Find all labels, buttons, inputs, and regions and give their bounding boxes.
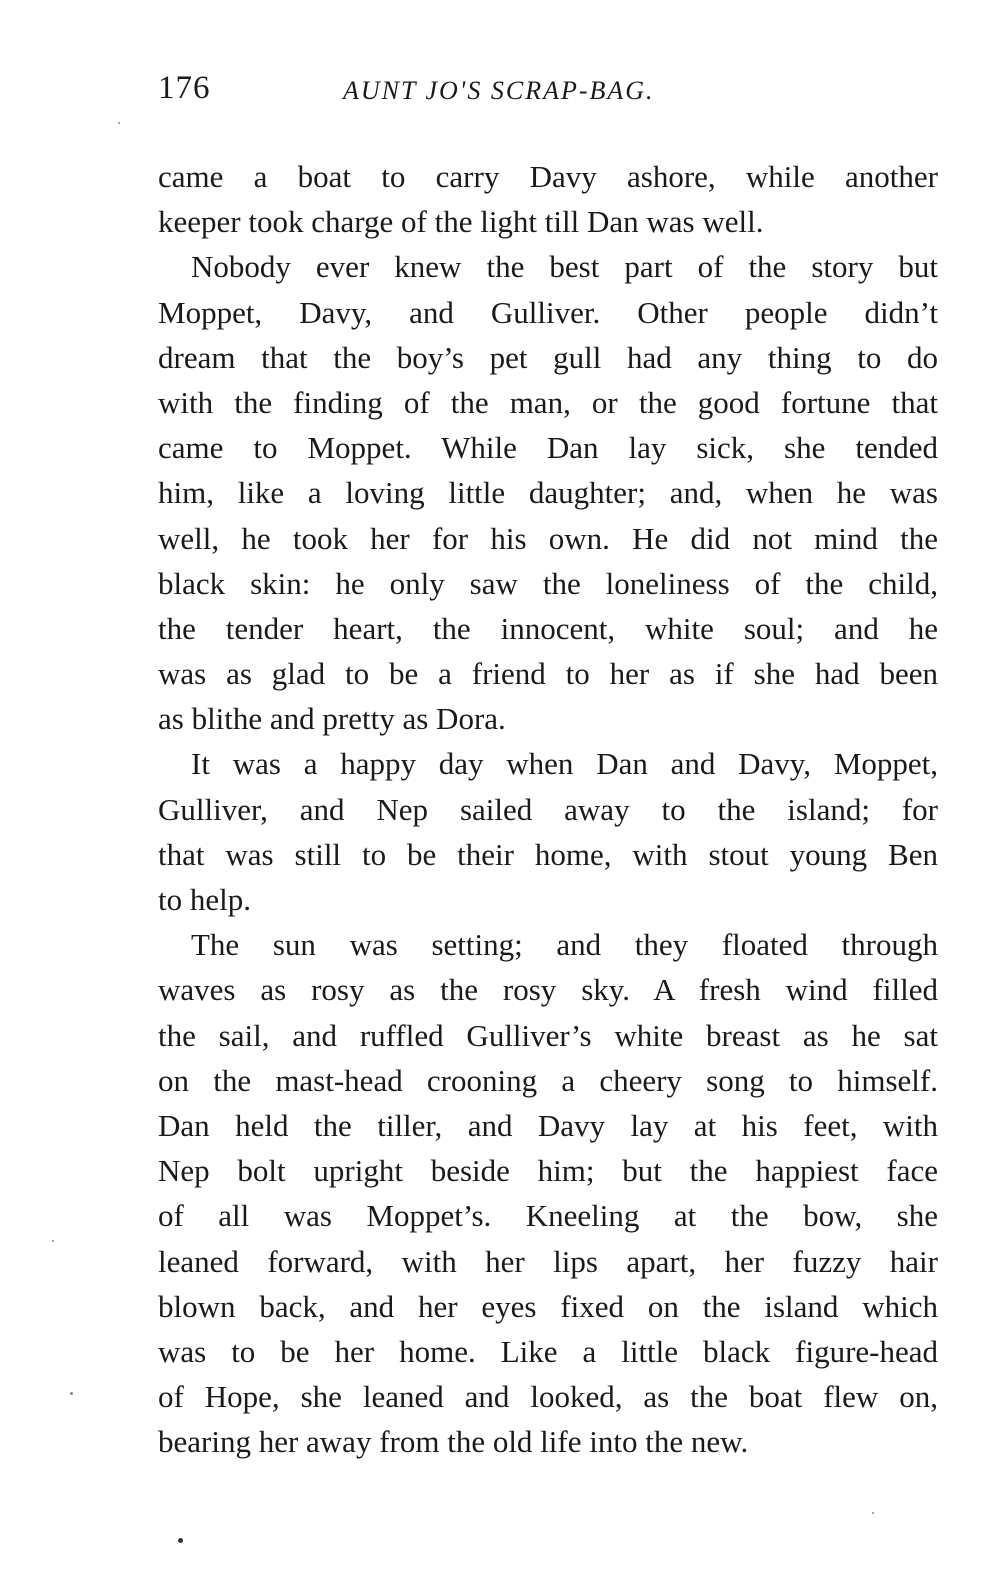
- paper-speck: [118, 122, 120, 124]
- paper-speck: [52, 1240, 54, 1242]
- paragraph: [158, 922, 938, 1464]
- text-line: blown back, and her eyes fixed on the island which: [158, 1288, 938, 1324]
- paper-speck: [178, 1538, 183, 1543]
- text-line: dream that the boy’s pet gull had any thing to do: [158, 339, 938, 375]
- text-line: as blithe and pretty as Dora.: [158, 701, 506, 737]
- paper-speck: [872, 1512, 874, 1514]
- text-line: the tender heart, the innocent, white soul; and he: [158, 610, 938, 646]
- text-line: keeper took charge of the light till Dan was well.: [158, 204, 764, 240]
- text-line: of Hope, she leaned and looked, as the boat flew on,: [158, 1379, 938, 1415]
- text-line: The sun was setting; and they floated through: [191, 927, 938, 963]
- text-line: well, he took her for his own. He did not mind the: [158, 520, 938, 556]
- text-line: that was still to be their home, with stout young Ben: [158, 836, 938, 872]
- text-line: Gulliver, and Nep sailed away to the island; for: [158, 791, 938, 827]
- running-title: AUNT JO'S SCRAP-BAG.: [343, 76, 655, 105]
- text-line: Dan held the tiller, and Davy lay at his feet, with: [158, 1107, 938, 1143]
- text-line: Nep bolt upright beside him; but the happiest face: [158, 1153, 938, 1189]
- text-line: on the mast-head crooning a cheery song to himself.: [158, 1062, 938, 1098]
- paragraph: [158, 741, 938, 922]
- text-line: of all was Moppet’s. Kneeling at the bow, she: [158, 1198, 938, 1234]
- text-line: was as glad to be a friend to her as if she had been: [158, 656, 938, 692]
- text-line: bearing her away from the old life into the new.: [158, 1424, 749, 1460]
- text-line: came a boat to carry Davy ashore, while another: [158, 159, 938, 194]
- text-line: was to be her home. Like a little black figure-head: [158, 1333, 938, 1369]
- text-line: black skin: he only saw the loneliness of the child,: [158, 565, 938, 601]
- text-line: It was a happy day when Dan and Davy, Moppet,: [191, 746, 938, 782]
- text-line: to help.: [158, 882, 251, 917]
- body-text: [158, 154, 938, 1464]
- text-line: waves as rosy as the rosy sky. A fresh wind filled: [158, 972, 938, 1008]
- text-line: leaned forward, with her lips apart, her fuzzy hair: [158, 1243, 938, 1279]
- paragraph: [158, 244, 938, 741]
- text-line: the sail, and ruffled Gulliver’s white breast as he sat: [158, 1017, 938, 1053]
- text-line: Moppet, Davy, and Gulliver. Other people didn’t: [158, 294, 938, 330]
- text-line: Nobody ever knew the best part of the story but: [191, 249, 938, 285]
- text-line: him, like a loving little daughter; and, when he was: [158, 475, 938, 511]
- text-line: came to Moppet. While Dan lay sick, she tended: [158, 430, 938, 466]
- page-number: 176: [158, 70, 211, 106]
- paper-speck: [70, 1392, 73, 1395]
- running-head: [158, 70, 938, 110]
- text-line: with the finding of the man, or the good fortune that: [158, 384, 938, 420]
- paragraph: [158, 154, 938, 244]
